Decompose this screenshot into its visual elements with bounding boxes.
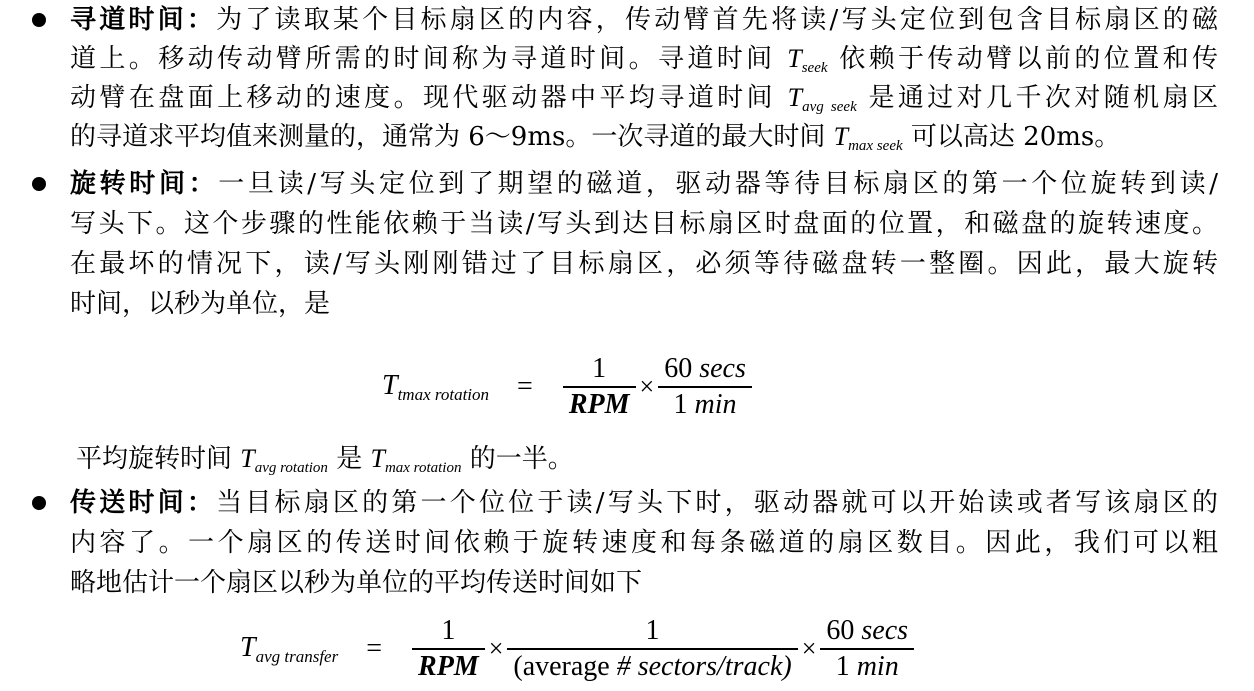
transfer-time-term: 传送时间： bbox=[70, 488, 217, 518]
seek-time-text-4: 动臂在盘面上移动的速度。现代驱动器中平均寻道时间 bbox=[70, 83, 788, 113]
transfer-time-text-1: 当目标扇区的第一个位位于读/写头下时，驱动器就可以开始读或者写该扇区的 bbox=[216, 488, 1218, 518]
fraction-one-over-sectors-per-track: $\frac{1}{\text{(average \# sectors/track)}}$ bbox=[507, 614, 797, 684]
fraction-60secs-over-1min: $\frac{60 \sec s}{1 \min}$ bbox=[658, 352, 752, 422]
avg-rotation-note: 平均旋转时间 $T_{avg rotation}$ 是 $T_{max rotation}$ 的一半。 bbox=[76, 444, 574, 476]
t-avg-seek-symbol: $T_{avg seek}$ bbox=[787, 83, 857, 115]
rotation-time-line-2 bbox=[70, 205, 1218, 243]
times-sign: × bbox=[801, 634, 817, 663]
seek-time-text-6: 的寻道求平均值来测量的，通常为 6～9ms。一次寻道的最大时间 bbox=[70, 122, 834, 152]
rotation-time-text-1: 一旦读/写头定位到了期望的磁道，驱动器等待目标扇区的第一个位旋转到读/ bbox=[218, 169, 1218, 199]
seek-time-line-1 bbox=[70, 1, 1218, 39]
bullet-transfer-time bbox=[32, 496, 46, 510]
transfer-time-line-2 bbox=[70, 524, 1218, 562]
seek-time-text-5: 是通过对几千次对随机扇区 bbox=[868, 83, 1219, 113]
avg-transfer-formula bbox=[240, 614, 916, 684]
transfer-time-text-2: 内容了。一个扇区的传送时间依赖于旋转速度和每条磁道的扇区数目。因此，我们可以粗 bbox=[70, 528, 1218, 558]
transfer-time-line-3 bbox=[70, 564, 1218, 602]
fraction-60secs-over-1min: $\frac{60 \sec s}{1 \min}$ bbox=[820, 614, 914, 684]
max-rotation-lhs: $T_{tmax rotation}$ bbox=[382, 369, 490, 404]
t-avg-rotation-symbol: $T_{avg rotation}$ bbox=[240, 444, 328, 476]
times-sign: × bbox=[488, 634, 504, 663]
fraction-one-over-rpm: $\frac{1}{\text{RPM}}$ bbox=[412, 614, 485, 684]
t-max-rotation-symbol: $T_{max rotation}$ bbox=[370, 444, 462, 476]
seek-time-text-3: 依赖于传动臂以前的位置和传 bbox=[839, 44, 1218, 74]
transfer-time-text-3: 略地估计一个扇区以秒为单位的平均传送时间如下 bbox=[70, 568, 643, 598]
rotation-time-text-4: 时间，以秒为单位，是 bbox=[70, 289, 331, 319]
rotation-time-term: 旋转时间： bbox=[70, 169, 219, 199]
transfer-time-line-1 bbox=[70, 484, 1218, 522]
bullet-rotation-time bbox=[32, 177, 46, 191]
rotation-time-text-3: 在最坏的情况下，读/写头刚刚错过了目标扇区，必须等待磁盘转一整圈。因此，最大旋转 bbox=[70, 249, 1218, 279]
equals-sign: = bbox=[366, 633, 383, 664]
fraction-one-over-rpm: $\frac{1}{\text{RPM}}$ bbox=[563, 352, 636, 422]
seek-time-line-4 bbox=[70, 118, 1218, 165]
seek-time-term: 寻道时间： bbox=[70, 5, 217, 35]
bullet-seek-time bbox=[32, 13, 46, 27]
seek-time-text-7: 可以高达 20ms。 bbox=[910, 122, 1121, 152]
avg-transfer-lhs: $T_{avg transfer}$ bbox=[240, 631, 339, 666]
rotation-time-text-2: 写头下。这个步骤的性能依赖于当读/写头到达目标扇区时盘面的位置，和磁盘的旋转速度。 bbox=[70, 209, 1218, 239]
rotation-time-line-1 bbox=[70, 165, 1218, 203]
max-rotation-formula bbox=[382, 352, 754, 422]
seek-time-text-1: 为了读取某个目标扇区的内容，传动臂首先将读/写头定位到包含目标扇区的磁 bbox=[216, 5, 1218, 35]
equals-sign: = bbox=[517, 371, 533, 402]
times-sign: × bbox=[639, 372, 655, 401]
t-max-seek-symbol: $T_{max seek}$ bbox=[833, 122, 903, 154]
rotation-time-line-3 bbox=[70, 245, 1218, 283]
rotation-time-line-4 bbox=[70, 285, 1218, 323]
seek-time-text-2: 道上。移动传动臂所需的时间称为寻道时间。寻道时间 bbox=[70, 44, 788, 74]
t-seek-symbol: $T_{seek}$ bbox=[787, 44, 828, 76]
